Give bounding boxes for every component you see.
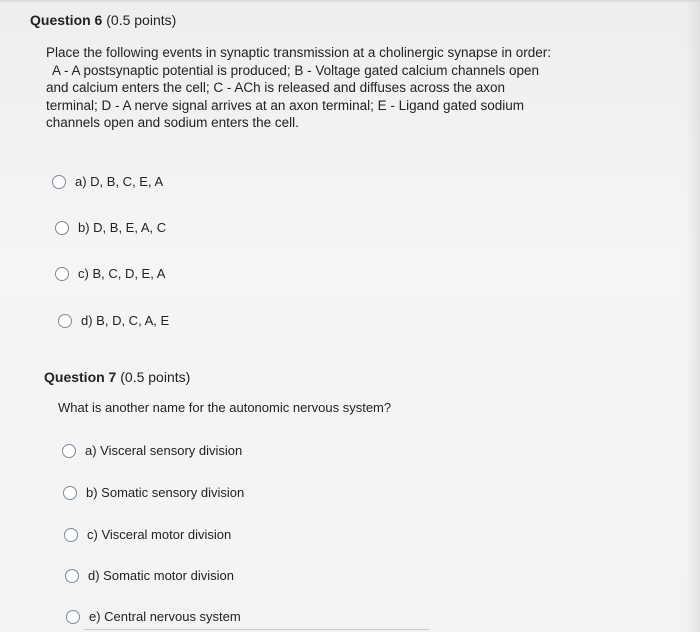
option-label: c) B, C, D, E, A (78, 266, 166, 281)
question-6-points: (0.5 points) (106, 12, 177, 28)
question-6-prompt-line: A - A postsynaptic potential is produced; B - Voltage gated calcium channels open (52, 62, 540, 78)
option-label: b) Somatic sensory division (86, 485, 245, 500)
question-6-title: Question 6 (30, 12, 103, 28)
q7-option-d[interactable] (65, 568, 234, 583)
radio-button[interactable] (66, 610, 80, 624)
q7-option-a[interactable] (62, 443, 242, 458)
question-6-prompt-line: channels open and sodium enters the cell. (46, 115, 299, 130)
option-label: a) Visceral sensory division (85, 443, 243, 458)
question-6-prompt-line: and calcium enters the cell; C - ACh is released and diffuses across the axon (46, 80, 505, 95)
question-6-prompt (46, 44, 676, 132)
page-edge-shadow (686, 0, 700, 632)
q7-option-e[interactable] (66, 609, 241, 624)
question-6-prompt-line: terminal; D - A nerve signal arrives at an axon terminal; E - Ligand gated sodium (46, 97, 524, 113)
q7-option-b[interactable] (63, 485, 244, 500)
q6-option-d[interactable] (58, 313, 169, 328)
q6-option-c[interactable] (55, 266, 165, 281)
bottom-divider (84, 629, 429, 630)
radio-button[interactable] (55, 267, 69, 281)
option-label: a) D, B, C, E, A (75, 174, 164, 189)
radio-button[interactable] (65, 569, 79, 583)
radio-button[interactable] (62, 444, 76, 458)
option-label: d) B, D, C, A, E (81, 313, 170, 328)
radio-button[interactable] (64, 528, 78, 542)
question-7-points: (0.5 points) (120, 369, 191, 385)
radio-button[interactable] (55, 221, 69, 235)
q7-option-c[interactable] (64, 527, 231, 542)
q6-option-b[interactable] (55, 220, 166, 235)
option-label: b) D, B, E, A, C (78, 220, 167, 235)
radio-button[interactable] (58, 314, 72, 328)
question-6-prompt-line: Place the following events in synaptic transmission at a cholinergic synapse in order: (46, 45, 552, 60)
radio-button[interactable] (63, 486, 77, 500)
q6-option-a[interactable] (52, 174, 163, 189)
top-border (0, 0, 700, 2)
option-label: e) Central nervous system (89, 609, 241, 624)
question-7-header (44, 369, 190, 385)
option-label: c) Visceral motor division (87, 527, 232, 542)
option-label: d) Somatic motor division (88, 568, 234, 583)
question-7-title: Question 7 (44, 369, 117, 385)
question-6-header (30, 12, 176, 28)
radio-button[interactable] (52, 175, 66, 189)
question-7-prompt: What is another name for the autonomic nervous system? (58, 400, 392, 415)
